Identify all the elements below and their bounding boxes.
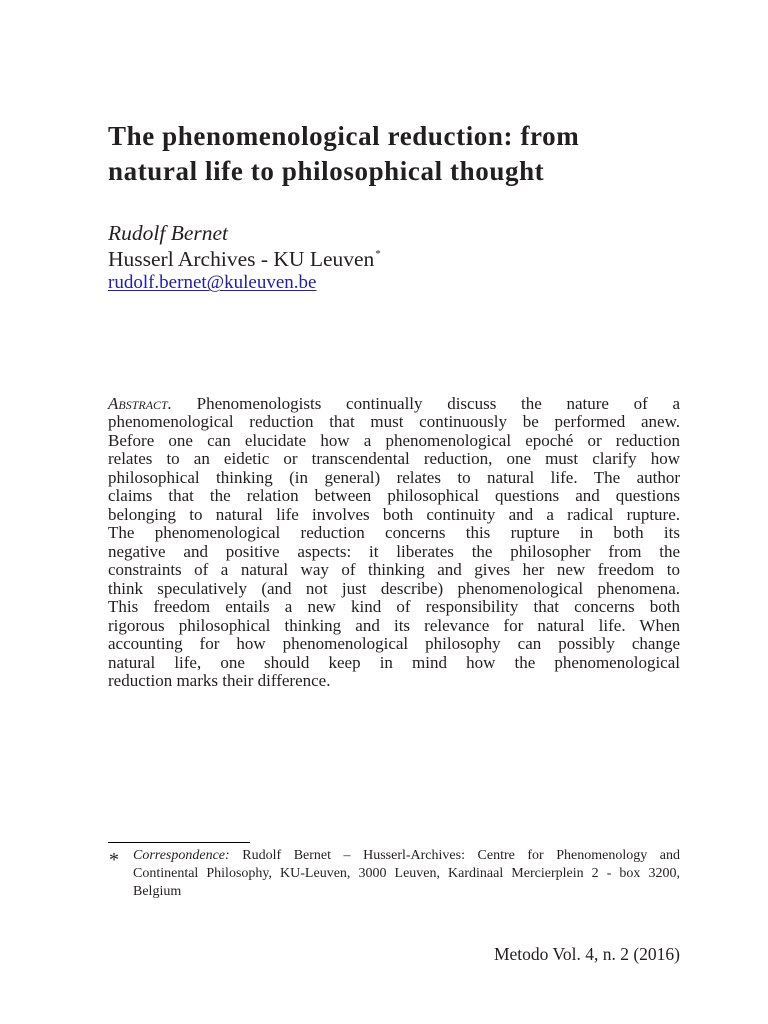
footnote-divider: [108, 842, 250, 843]
author-email-link[interactable]: rudolf.bernet@kuleuven.be: [108, 272, 317, 293]
abstract-line: This freedom entails a new kind of responsibility that concerns both: [108, 597, 680, 617]
abstract-line: natural life, one should keep in mind how the phenomenological: [108, 652, 680, 672]
footnote-label: Correspondence:: [133, 848, 230, 863]
journal-citation: Metodo Vol. 4, n. 2 (2016): [493, 944, 680, 964]
abstract-line: relates to an eidetic or transcendental reduction, one must clarify how: [108, 449, 680, 469]
title-line: The phenomenological reduction: from: [108, 121, 580, 151]
abstract-line: phenomenological reduction that must continuously be performed anew.: [108, 412, 680, 432]
footnote-asterisk: *: [109, 849, 119, 871]
abstract-line: philosophical thinking (in general) relates to natural life. The author: [108, 467, 680, 487]
footnote-line: [133, 847, 680, 865]
footnote-line: Continental Philosophy, KU-Leuven, 3000 Leuven, Kardinaal Mercierplein 2 - box 3200,: [133, 866, 680, 881]
abstract-line: Before one can elucidate how a phenomenological epoché or reduction: [108, 430, 680, 450]
author-affiliation: [108, 247, 381, 271]
abstract-line: rigorous philosophical thinking and its relevance for natural life. When: [108, 615, 680, 635]
author-name: Rudolf Bernet: [108, 221, 229, 245]
abstract-line: negative and positive aspects: it liberates the philosopher from the: [108, 541, 680, 561]
title-line: natural life to philosophical thought: [108, 156, 545, 186]
footnote-marker: *: [375, 248, 381, 260]
abstract-line: belonging to natural life involves both continuity and a radical rupture.: [108, 504, 680, 524]
affiliation-text: Husserl Archives - KU Leuven: [108, 247, 375, 271]
abstract-line: accounting for how phenomenological philosophy can possibly change: [108, 634, 680, 654]
footnote-line-text: Rudolf Bernet – Husserl-Archives: Centre for Phenomenology and: [242, 848, 681, 863]
abstract-label: Abstract.: [108, 394, 172, 413]
abstract-line: reduction marks their difference.: [108, 671, 331, 691]
abstract-line: claims that the relation between philosophical questions and questions: [108, 486, 680, 506]
abstract: [108, 395, 680, 691]
abstract-line: [108, 395, 680, 413]
abstract-line-text: Phenomenologists continually discuss the nature of a: [196, 394, 681, 413]
paper-title: [108, 119, 688, 189]
correspondence-footnote: [133, 847, 680, 901]
footnote-line: Belgium: [133, 884, 182, 899]
abstract-line: think speculatively (and not just describe) phenomenological phenomena.: [108, 578, 680, 598]
abstract-line: The phenomenological reduction concerns this rupture in both its: [108, 523, 680, 543]
abstract-line: constraints of a natural way of thinking and gives her new freedom to: [108, 560, 680, 580]
